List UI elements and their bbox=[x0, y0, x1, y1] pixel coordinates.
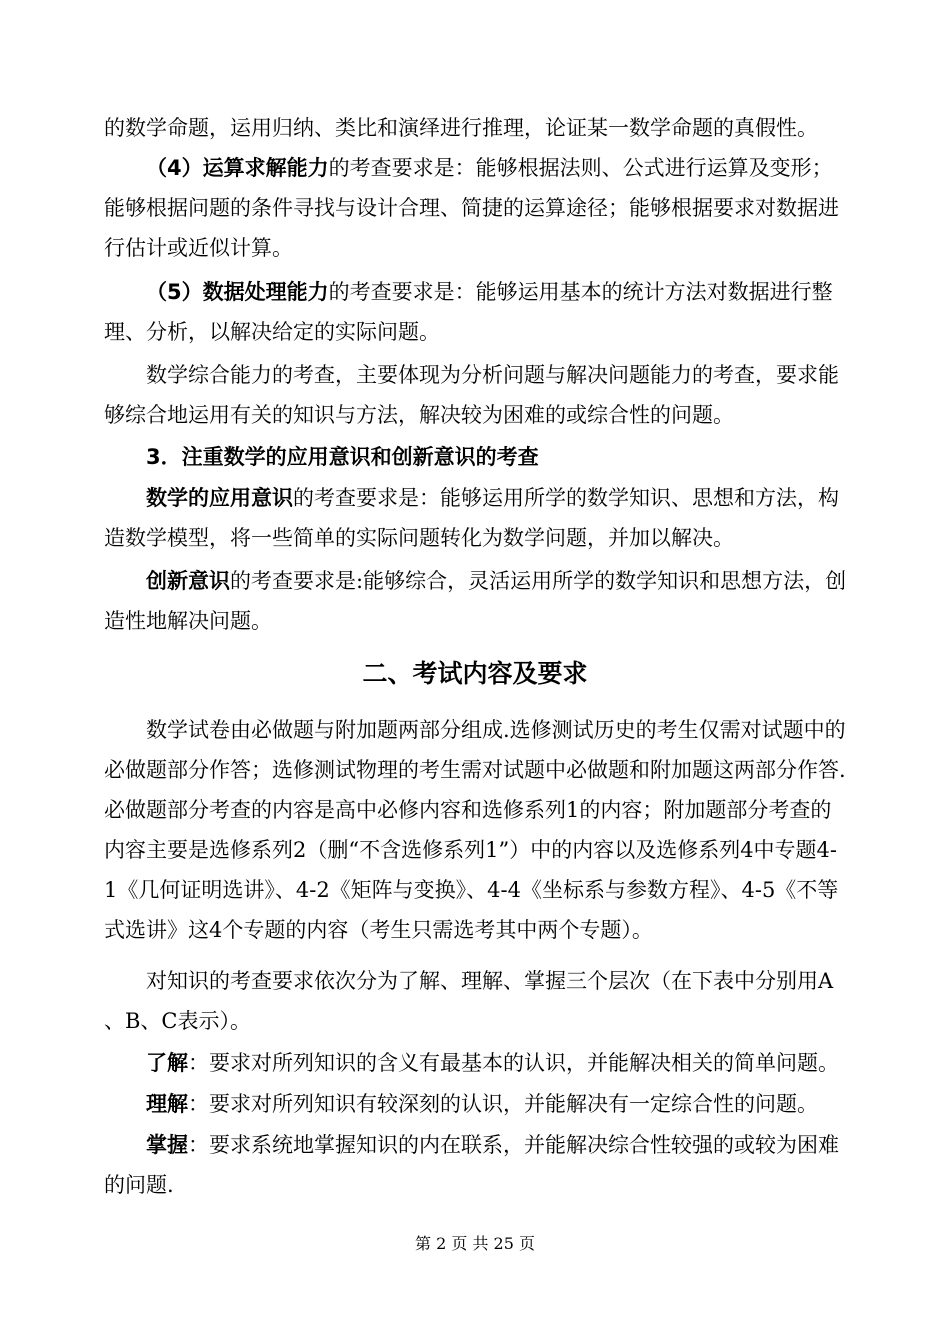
paragraph-lead: （5）数据处理能力 bbox=[146, 280, 329, 304]
paragraph-text: 数学试卷由必做题与附加题两部分组成.选修测试历史的考生仅需对试题中的必做题部分作答；选修测试物理的考生需对试题中必做题和附加题这两部分作答.必做题部分考查的内容是高中必修内容和选修系列1的内容；附加题部分考查的内容主要是选修系列2（删“不含选修系列1”）中的内容以及选修系列4中专题4-1《几何证明选讲》、4-2《矩阵与变换》、4-4《坐标系与参数方程》、4-5《不等式选讲》这4个专题的内容（考生只需选考其中两个专题）。 bbox=[104, 718, 846, 942]
definition-understand bbox=[104, 1043, 850, 1083]
definition-text: ：要求系统地掌握知识的内在联系，并能解决综合性较强的或较为困难的问题. bbox=[104, 1133, 839, 1197]
definition-text: ：要求对所列知识有较深刻的认识，并能解决有一定综合性的问题。 bbox=[188, 1092, 818, 1116]
page-footer: 第 2 页 共 25 页 bbox=[415, 1234, 535, 1253]
section-title: 二、考试内容及要求 bbox=[362, 659, 588, 688]
paragraph-text: 的考查要求是：能够根据法则、公式进行运算及变形；能够根据问题的条件寻找与设计合理、简捷的运算途径；能够根据要求对数据进行估计或近似计算。 bbox=[104, 156, 839, 260]
paragraph-lead: 创新意识 bbox=[146, 569, 230, 593]
paragraph-text: 对知识的考查要求依次分为了解、理解、掌握三个层次（在下表中分别用A 、B、C表示）。 bbox=[104, 969, 834, 1033]
definition-term: 了解 bbox=[146, 1051, 188, 1075]
paragraph-lead: （4）运算求解能力 bbox=[146, 156, 329, 180]
paragraph-text: 的考查要求是：能够运用所学的数学知识、思想和方法，构造数学模型，将一些简单的实际问题转化为数学问题，并加以解决。 bbox=[104, 486, 839, 550]
paragraph-computation-ability bbox=[104, 148, 850, 268]
paragraph-text: 的考查要求是:能够综合，灵活运用所学的数学知识和思想方法，创造性地解决问题。 bbox=[104, 569, 847, 633]
paragraph-data-processing bbox=[104, 272, 850, 352]
definition-text: ：要求对所列知识的含义有最基本的认识，并能解决相关的简单问题。 bbox=[188, 1051, 839, 1075]
paragraph-innovation bbox=[104, 561, 850, 641]
paragraph-application bbox=[104, 478, 850, 558]
subheading-text: 3．注重数学的应用意识和创新意识的考查 bbox=[146, 445, 539, 469]
subheading bbox=[104, 437, 850, 477]
definition-master bbox=[104, 1125, 850, 1205]
definition-term: 理解 bbox=[146, 1092, 188, 1116]
definition-term: 掌握 bbox=[146, 1133, 188, 1157]
paragraph bbox=[104, 108, 850, 148]
definition-comprehend bbox=[104, 1084, 850, 1124]
paragraph-lead: 数学的应用意识 bbox=[146, 486, 293, 510]
paragraph-text: 的数学命题，运用归纳、类比和演绎进行推理，论证某一数学命题的真假性。 bbox=[104, 116, 818, 140]
paragraph-text: 数学综合能力的考查，主要体现为分析问题与解决问题能力的考查，要求能够综合地运用有关的知识与方法，解决较为困难的或综合性的问题。 bbox=[104, 363, 839, 427]
paragraph-text: 的考查要求是：能够运用基本的统计方法对数据进行整理、分析，以解决给定的实际问题。 bbox=[104, 280, 833, 344]
paragraph bbox=[104, 710, 850, 950]
paragraph bbox=[104, 961, 850, 1041]
paragraph bbox=[104, 355, 850, 435]
